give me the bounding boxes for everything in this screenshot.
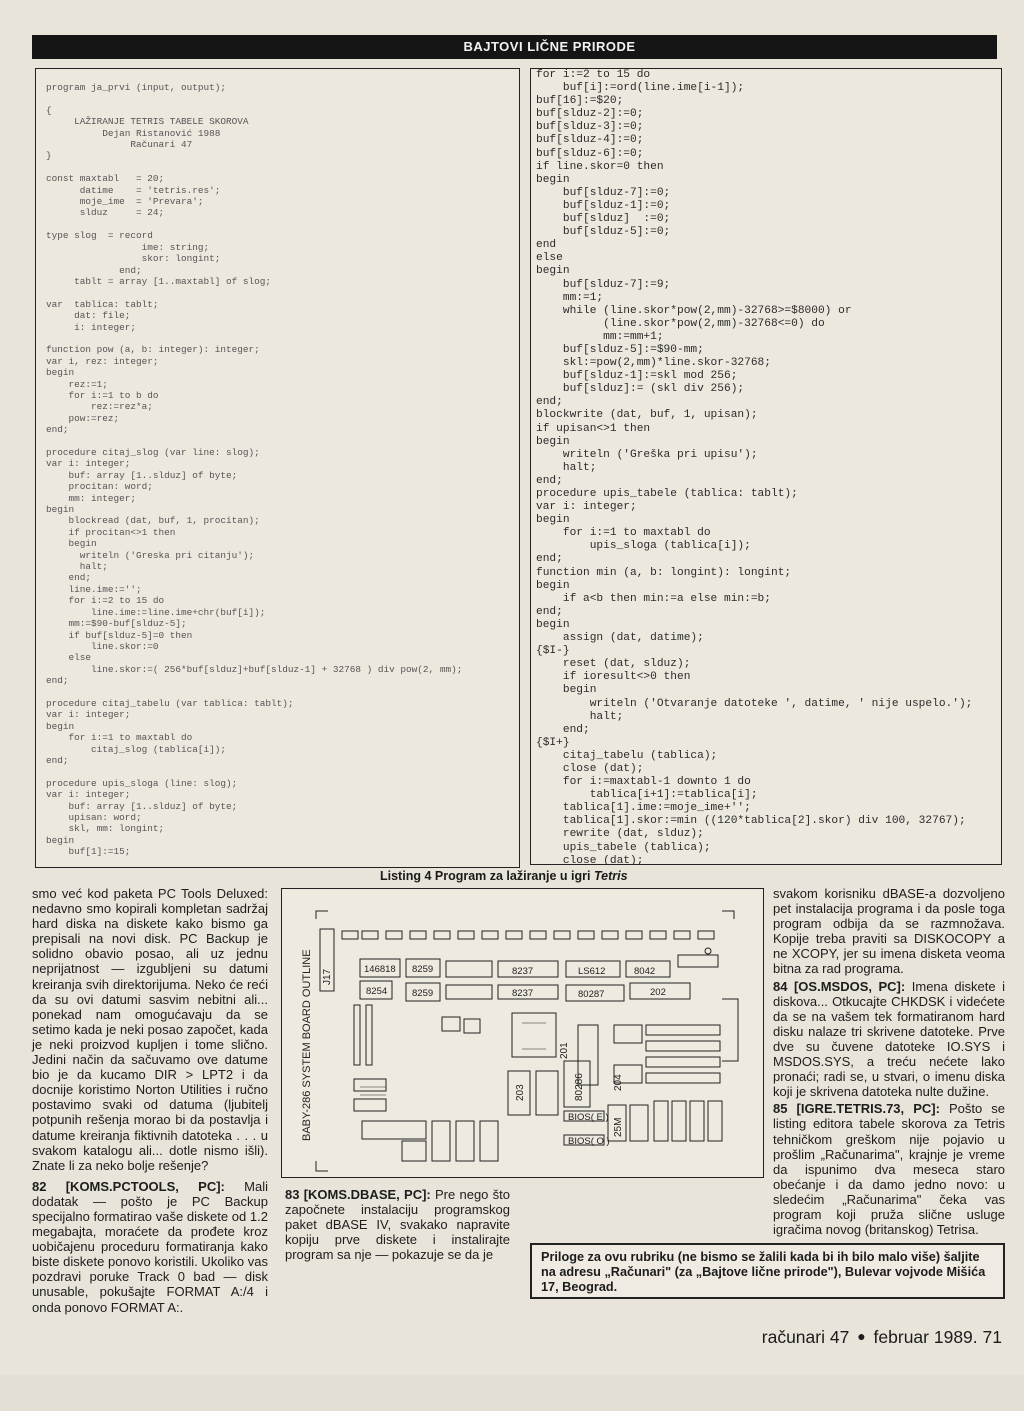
- chip-8259-a-label: 8259: [412, 964, 434, 975]
- chip-8237-a-label: 8237: [512, 966, 534, 977]
- chip-204-label: 204: [613, 1074, 624, 1091]
- footer-page-number: 71: [982, 1327, 1002, 1347]
- board-outline-drawing: [282, 889, 765, 1179]
- article-column-middle: [285, 1187, 510, 1262]
- chip-146818-label: 146818: [364, 964, 396, 975]
- article-column-left: [32, 886, 268, 1315]
- chip-202-label: 202: [650, 987, 666, 998]
- bios-even-label: BIOS( E ): [568, 1112, 609, 1123]
- article-column-right: [773, 886, 1005, 1237]
- page-bottom-margin: [0, 1375, 1024, 1411]
- submission-notice-box: [530, 1243, 1005, 1299]
- tip-85-body: Pošto se listing editora tabele skorova za Tetris tehničkom greškom nije pojavio u prošlim „Računarima", krajnje je vreme da ispunimo dva meseca staro obećanje i da damo jedno novo: u sledećim „Računarima" čeka vas program koji pruža slične usluge igračima novog (britanskog) Tetrisa.: [773, 1101, 1005, 1238]
- tip-83: [285, 1187, 510, 1262]
- bios-odd-label: BIOS( O ): [568, 1136, 610, 1147]
- chip-203-label: 203: [515, 1084, 526, 1101]
- tip-85-title: 85 [IGRE.TETRIS.73, PC]:: [773, 1101, 940, 1117]
- chip-8254-label: 8254: [366, 986, 388, 997]
- tip-84-title: 84 [OS.MSDOS, PC]:: [773, 978, 906, 994]
- listing-code-left: program ja_prvi (input, output); { LAŽIRANJE TETRIS TABELE SKOROVA Dejan Ristanović 1988 Računari 47 } const maxtabl = 20; datime = 'tetris.res'; moje_ime = 'Prevara'; slduz = 24; type slog = record ime: string; skor: longint; end; tablt = array [1..maxtabl] of slog; var tablica: tablt; dat: file; i: integer; function pow (a, b: integer): integer; var i, rez: integer; begin rez:=1; for i:=1 to b do rez:=rez*a; pow:=rez; end; procedure citaj_slog (var line: slog); var i: integer; buf: array [1..slduz] of byte; procitan: word; mm: integer; begin blockread (dat, buf, 1, procitan); if procitan<>1 then begin writeln ('Greska pri citanju'); halt; end; line.ime:=''; for i:=2 to 15 do line.ime:=line.ime+chr(buf[i]); mm:=$90-buf[slduz-5]; if buf[slduz-5]=0 then line.skor:=0 else line.skor:=( 256*buf[slduz]+buf[slduz-1] + 32768 ) div pow(2, mm); end; procedure citaj_tabelu (var tablica: tablt); var i: integer; begin for i:=1 to maxtabl do citaj_slog (tablica[i]); end; procedure upis_sloga (line: slog); var i: integer; buf: array [1..slduz] of byte; upisan: word; skl, mm: longint; begin buf[1]:=15;: [46, 82, 463, 858]
- connector-j17-label: J17: [322, 968, 333, 985]
- tip-82: [32, 1179, 268, 1315]
- listing-caption: Listing 4 Program za lažiranje u igri Tetris: [380, 869, 628, 883]
- chip-80286-label: 80286: [574, 1073, 585, 1101]
- listing-code-right: for i:=2 to 15 do buf[i]:=ord(line.ime[i-1]); buf[16]:=$20; buf[slduz-2]:=0; buf[slduz-3]:=0; buf[slduz-4]:=0; buf[slduz-6]:=0; if line.skor=0 then begin buf[slduz-7]:=0; buf[slduz-1]:=0; buf[slduz] :=0; buf[slduz-5]:=0; end else begin buf[slduz-7]:=9; mm:=1; while (line.skor*pow(2,mm)-32768>=$8000) or (line.skor*pow(2,mm)-32768<=0) do mm:=mm+1; buf[slduz-5]:=$90-mm; skl:=pow(2,mm)*line.skor-32768; buf[slduz-1]:=skl mod 256; buf[slduz]:= (skl div 256); end; blockwrite (dat, buf, 1, upisan); if upisan<>1 then begin writeln ('Greška pri upisu'); halt; end; procedure upis_tabele (tablica: tablt); var i: integer; begin for i:=1 to maxtabl do upis_sloga (tablica[i]); end; function min (a, b: longint): longint; begin if a<b then min:=a else min:=b; end; begin assign (dat, datime); {$I-} reset (dat, slduz); if ioresult<>0 then begin writeln ('Otvaranje datoteke ', datime, ' nije uspelo.'); halt; end; {$I+} citaj_tabelu (tablica); close (dat); for i:=maxtabl-1 downto 1 do tablica[i+1]:=tablica[i]; tablica[1].ime:=moje_ime+''; tablica[1].skor:=min ((120*tablica[2].skor) div 100, 32767); rewrite (dat, slduz); upis_tabele (tablica); close (dat);: [536, 69, 973, 865]
- tip-85: [773, 1101, 1005, 1237]
- chip-80287-label: 80287: [578, 989, 605, 1000]
- tip-84-body: Imena diskete i diskova... Otkucajte CHKDSK i videćete da se na vašem tek formatiranom hard disku nalaze tri skrivene datoteke. Prve dve su čuvene datoteke IO.SYS i MSDOS.SYS, a treću nećete lako pronaći; radi se, u stvari, o imenu diska koji je skrivena datoteka nulte dužine.: [773, 978, 1005, 1100]
- tip-84: [773, 979, 1005, 1100]
- section-header: BAJTOVI LIČNE PRIRODE: [32, 35, 997, 59]
- system-board-diagram: [281, 888, 764, 1178]
- board-outline-label: BABY-286 SYSTEM BOARD OUTLINE: [301, 949, 313, 1141]
- footer-bullet-icon: ●: [857, 1328, 866, 1344]
- submission-notice-text: Priloge za ovu rubriku (ne bismo se žalili kada bi ih bilo malo više) šaljite na adresu „Računari" (za „Bajtove lične prirode"), Bulevar vojvode Mišića 17, Beograd.: [541, 1250, 986, 1294]
- listing-left-column: [35, 68, 520, 868]
- article-intro-text: smo već kod paketa PC Tools Deluxed: nedavno smo kopirali kompletan sadržaj hard diska na diskete kako bismo ga prepisali na novi disk. PC Backup je solidno obavio posao, ali uz jednu neprijatnost — izgubljeni su datumi kreiranja svih direktorijuma. Neko će reći da su ovi datumi sasvim nebitni ali... ponekad nam omogućavaju da se setimo kada je neki posao započet, kada je neki proizvod kupljen i tome slično. Jedini način da sačuvamo ove datume bio je da kucamo DIR > LPT2 i da docnije koristimo Norton Utilities i ručno postavimo svaki od datuma (ljubitelj potpunih rešenja morao bi da postavlja i datume kreiranja fiktivnih datoteka . . . u svakom katalogu ali... dotle nismo išli). Znate li za neko bolje rešenje?: [32, 886, 268, 1173]
- footer-magazine: računari 47: [761, 1327, 850, 1347]
- tip-82-title: 82 [KOMS.PCTOOLS, PC]:: [32, 1178, 225, 1194]
- tip-83-body: Pre nego što započnete instalaciju programskog paket dBASE IV, svakako napravite kopiju prve diskete i instalirajte program sa nje — pokazuje se da je: [285, 1187, 510, 1263]
- chip-8237-b-label: 8237: [512, 988, 534, 999]
- chip-8259-b-label: 8259: [412, 988, 434, 999]
- tip-83-title: 83 [KOMS.DBASE, PC]:: [285, 1187, 431, 1202]
- chip-ls612-label: LS612: [578, 966, 606, 977]
- tip-82-body: Mali dodatak — pošto je PC Backup specijalno formatirao vaše diskete od 1.2 megabajta, moraćete da prođete kroz uobičajenu proceduru formatiranja kako biste diskete ponovo koristili. Ukoliko vas pozdravi poruke Track 0 bad — disk unusable, pokušajte FORMAT A:/4 i onda ponovo FORMAT A:.: [32, 1178, 268, 1315]
- page-footer: [762, 1327, 1002, 1348]
- article-dbase-continuation: svakom korisniku dBASE-a dozvoljeno pet instalacija programa i da posle toga program odbija da se razmnožava. Kopije treba praviti sa DISKOCOPY a ne XCOPY, jer su imena disketa veoma bitna za rad programa.: [773, 886, 1005, 977]
- listing-right-column: [530, 68, 1002, 865]
- chip-8042-label: 8042: [634, 966, 656, 977]
- footer-date: februar 1989.: [873, 1327, 978, 1347]
- listing-caption-game: Tetris: [593, 869, 628, 883]
- chip-201-label: 201: [559, 1042, 570, 1059]
- chip-25m-label: 25M: [613, 1117, 624, 1137]
